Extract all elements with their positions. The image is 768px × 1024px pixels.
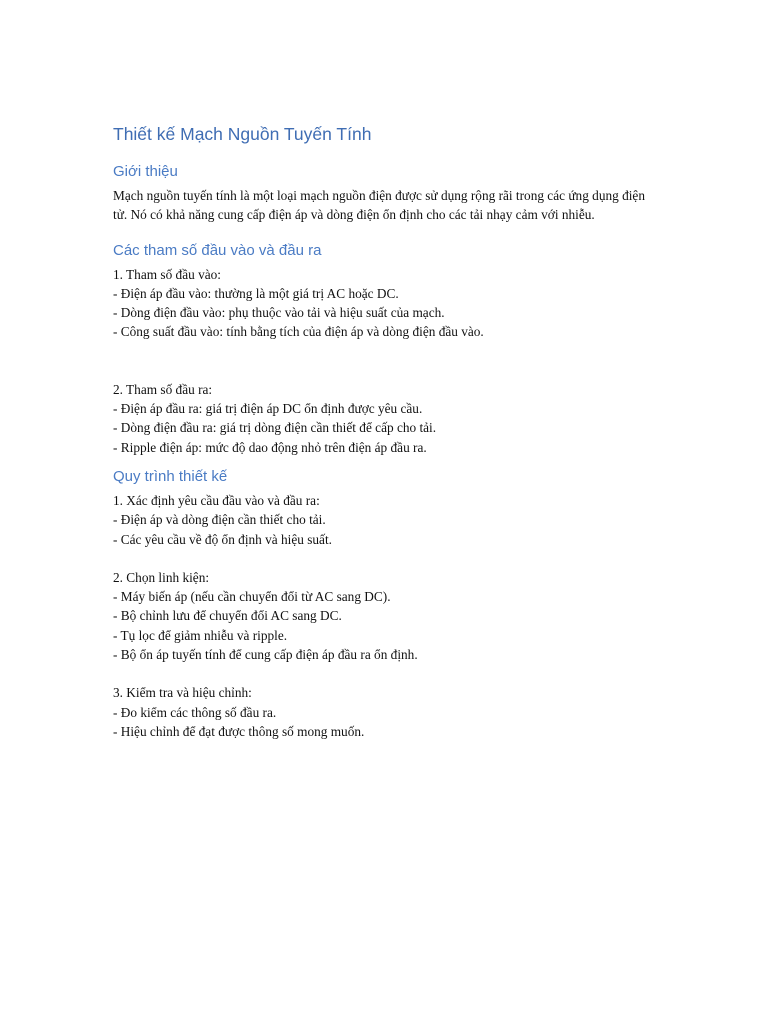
document-page: [113, 122, 673, 741]
components-block: [113, 568, 673, 664]
list-item: - Dòng điện đầu vào: phụ thuộc vào tải và hiệu suất của mạch.: [113, 305, 445, 321]
list-item: - Bộ chỉnh lưu để chuyển đổi AC sang DC.: [113, 608, 342, 624]
list-item: - Điện áp và dòng điện cần thiết cho tải.: [113, 512, 326, 528]
list-item: 1. Tham số đầu vào:: [113, 266, 221, 282]
list-item: 3. Kiểm tra và hiệu chỉnh:: [113, 685, 252, 701]
document-title: Thiết kế Mạch Nguồn Tuyến Tính: [113, 124, 372, 144]
list-item: - Điện áp đầu vào: thường là một giá trị AC hoặc DC.: [113, 285, 399, 301]
list-item: 2. Chọn linh kiện:: [113, 569, 210, 585]
list-item: 1. Xác định yêu cầu đầu vào và đầu ra:: [113, 492, 320, 508]
section-heading-intro: Giới thiệu: [113, 163, 178, 180]
list-item: - Dòng điện đầu ra: giá trị dòng điện cần thiết để cấp cho tải.: [113, 420, 437, 436]
list-item: - Bộ ổn áp tuyến tính để cung cấp điện áp đầu ra ổn định.: [113, 647, 418, 663]
list-item: - Điện áp đầu ra: giá trị điện áp DC ổn định được yêu cầu.: [113, 401, 423, 417]
list-item: 2. Tham số đầu ra:: [113, 381, 213, 397]
list-item: - Máy biến áp (nếu cần chuyển đổi từ AC sang DC).: [113, 589, 391, 605]
requirements-block: [113, 491, 673, 549]
input-parameters-block: [113, 265, 673, 342]
list-item: - Hiệu chỉnh để đạt được thông số mong muốn.: [113, 723, 365, 739]
list-item: - Đo kiểm các thông số đầu ra.: [113, 704, 277, 720]
testing-block: [113, 683, 673, 741]
output-parameters-block: [113, 380, 673, 457]
list-item: - Các yêu cầu về độ ổn định và hiệu suất.: [113, 531, 332, 547]
list-item: - Công suất đầu vào: tính bằng tích của điện áp và dòng điện đầu vào.: [113, 324, 484, 340]
intro-paragraph: Mạch nguồn tuyến tính là một loại mạch nguồn điện được sử dụng rộng rãi trong các ứng dụng điện tử. Nó có khả năng cung cấp điện áp và dòng điện ổn định cho các tải nhạy cảm với nhiễu.: [113, 188, 645, 223]
section-heading-design-process: Quy trình thiết kế: [113, 467, 228, 485]
section-heading-parameters: Các tham số đầu vào và đầu ra: [113, 241, 322, 259]
list-item: - Ripple điện áp: mức độ dao động nhỏ trên điện áp đầu ra.: [113, 439, 427, 455]
list-item: - Tụ lọc để giảm nhiễu và ripple.: [113, 627, 288, 643]
